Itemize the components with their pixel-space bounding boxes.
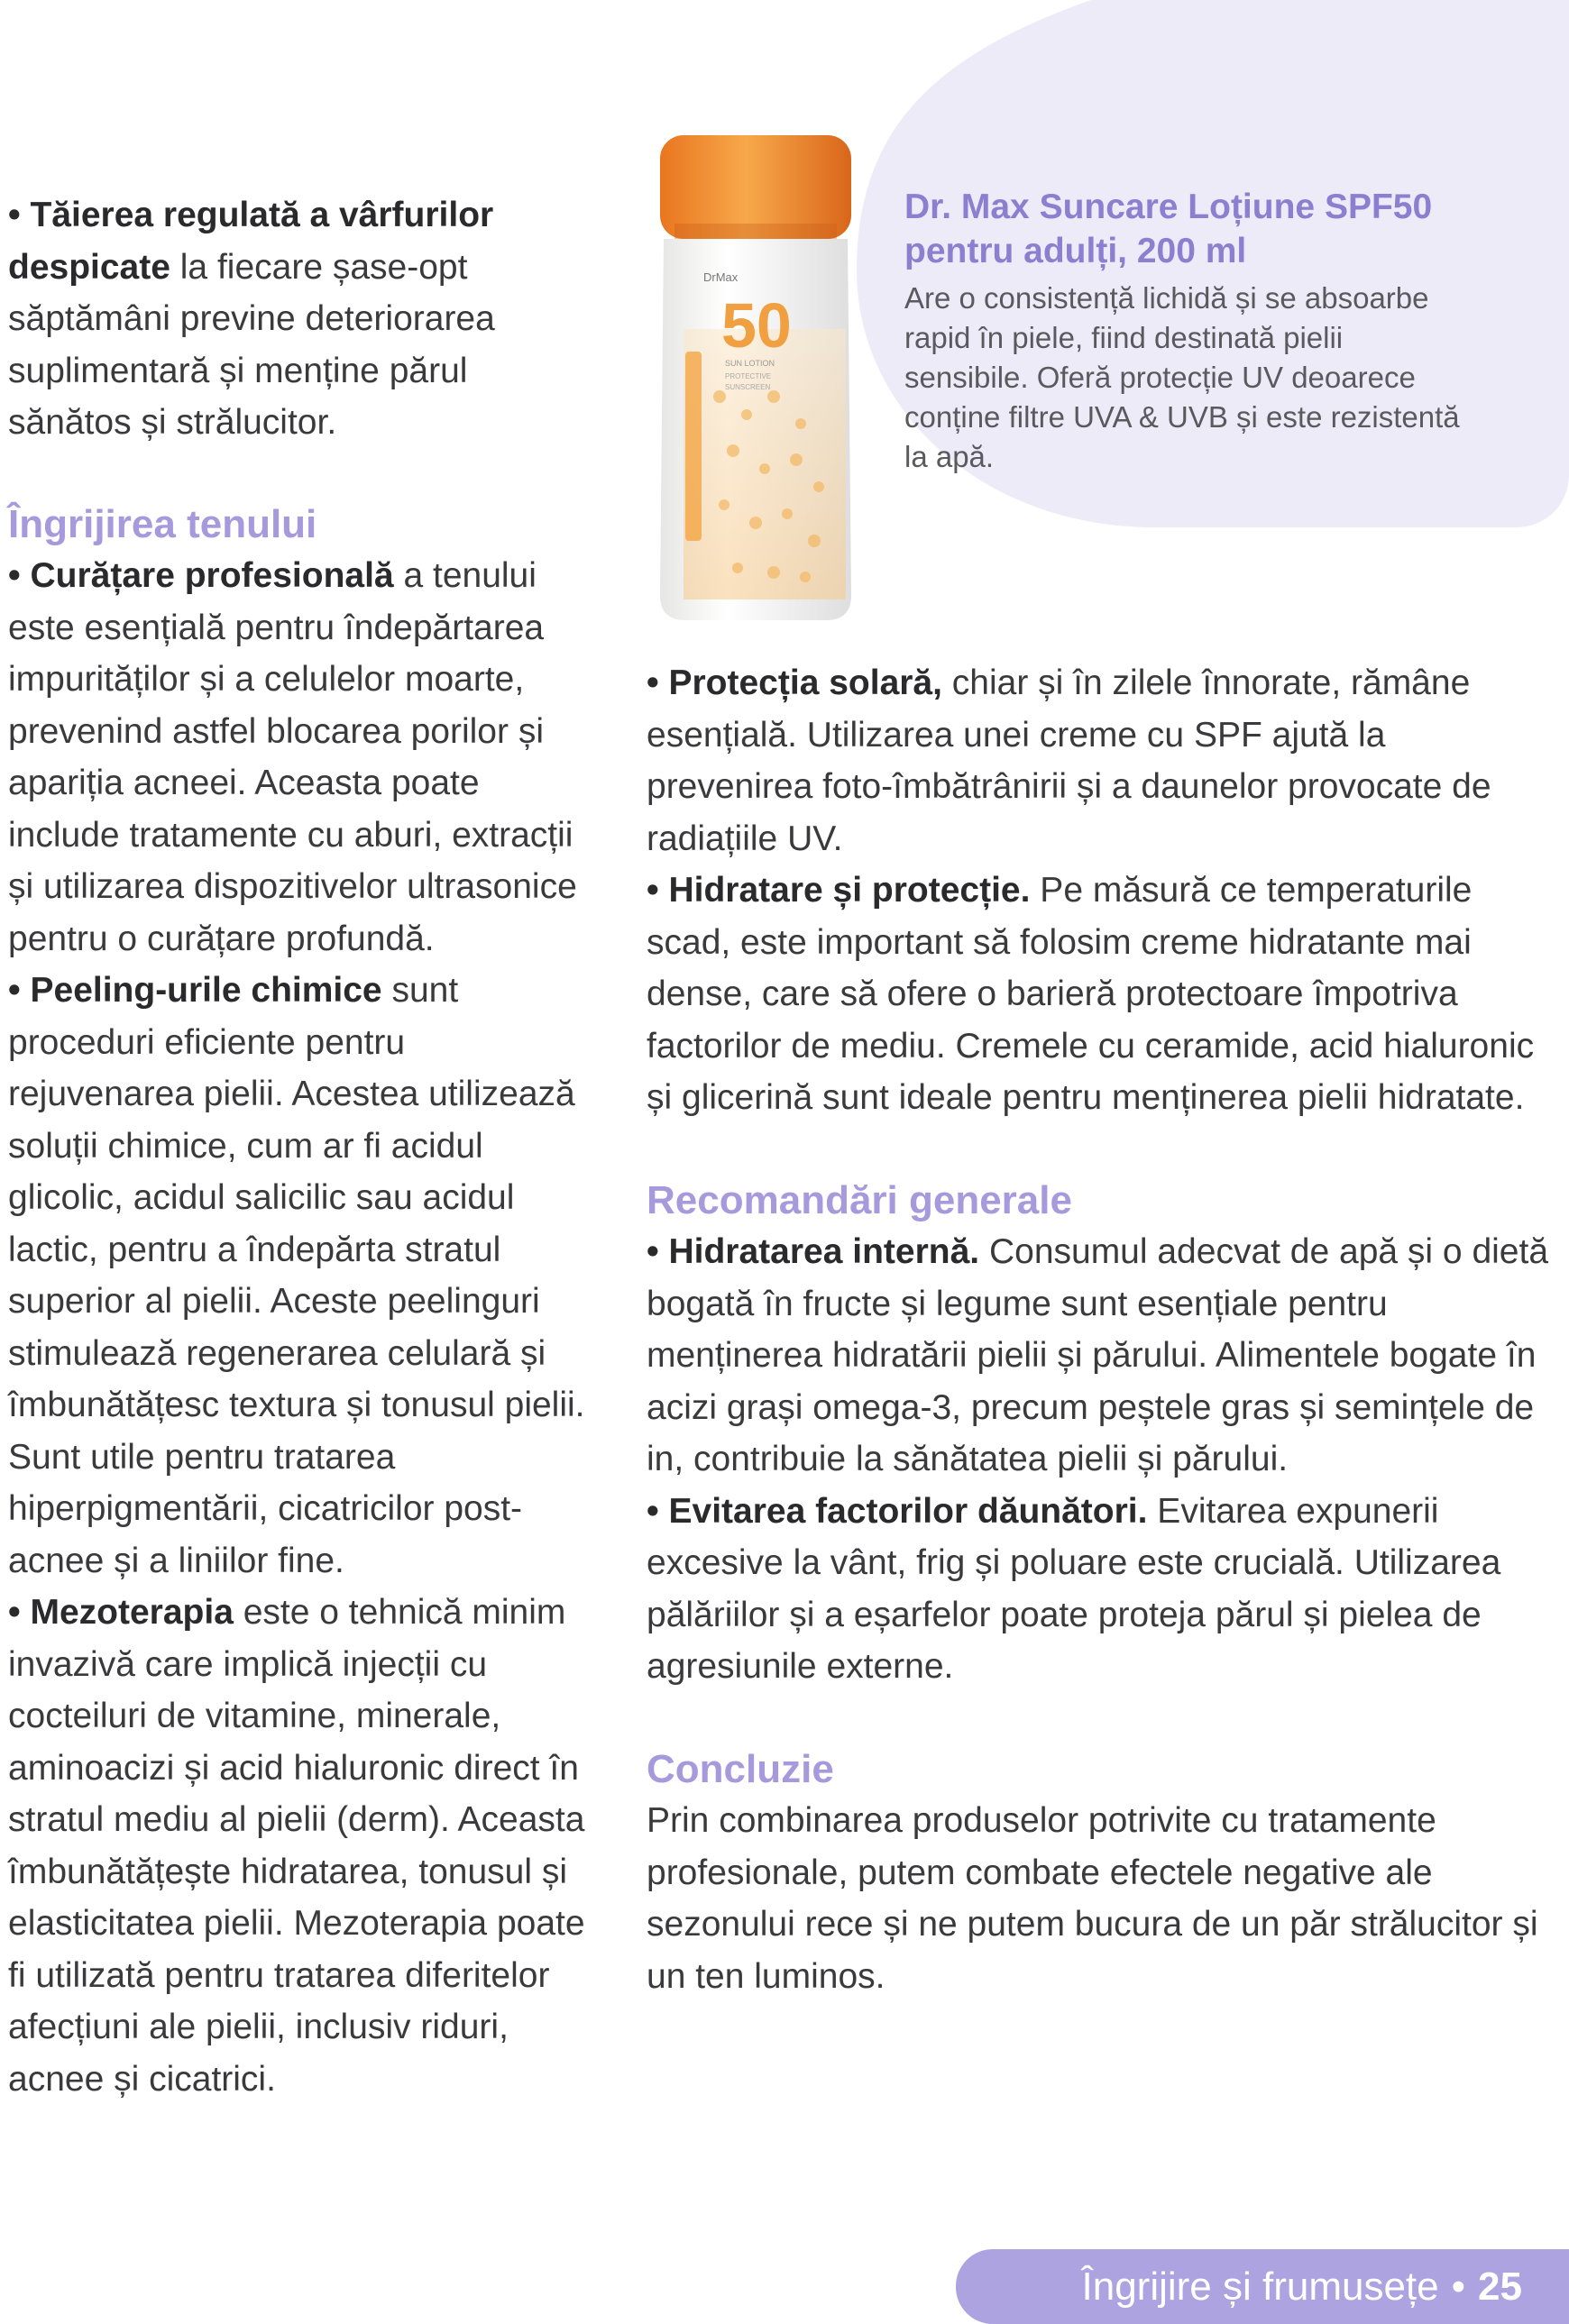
left-column bbox=[8, 189, 599, 2105]
mesotherapy-paragraph: • Mezoterapia este o tehnică minim invazivă care implică injecții cu cocteiluri de vitamine, minerale, aminoacizi și acid hialuronic direct în stratul mediu al pielii (derm). Aceasta îmbunătățește hidratarea, tonusul și elasticitatea pielii. Mezoterapia poate fi utilizată pentru tratarea diferitelor afecțiuni ale pielii, inclusiv riduri, acnee și cicatrici. bbox=[8, 1593, 585, 2099]
bottle-small-label-2: PROTECTIVE bbox=[725, 372, 772, 380]
section-heading-general-recommendations: Recomandări generale bbox=[647, 1177, 1072, 1222]
chemical-peels-paragraph: • Peeling-urile chimice sunt proceduri eficiente pentru rejuvenarea pielii. Acestea utilizează soluții chimice, cum ar fi acidul glicolic, acidul salicilic sau acidul lactic, pentru a îndepărta stratul superior al pielii. Aceste peelinguri stimulează regenerarea celulară și îmbunătățesc textura și tonusul pielii. Sunt utile pentru tratarea hiperpigmentării, cicatricilor post-acnee și a liniilor fine. bbox=[8, 971, 585, 1580]
bottle-small-label-1: SUN LOTION bbox=[725, 359, 775, 368]
page-footer bbox=[956, 2249, 1569, 2324]
right-column bbox=[647, 657, 1557, 2002]
section-heading-conclusion: Concluzie bbox=[647, 1746, 834, 1791]
bottle-small-label-3: SUNSCREEN bbox=[725, 383, 771, 391]
section-heading-skin-care: Îngrijirea tenului bbox=[8, 501, 317, 546]
sun-protection-paragraph: • Protecția solară, chiar și în zilele înnorate, rămâne esențială. Utilizarea unei creme cu SPF ajută la prevenirea foto-îmbătrânirii și a daunelor provocate de radiațiile UV. bbox=[647, 663, 1491, 858]
product-title: Dr. Max Suncare Loțiune SPF50 pentru adulți, 200 ml bbox=[904, 188, 1433, 270]
product-card bbox=[904, 185, 1463, 477]
footer-separator: • bbox=[1451, 2264, 1466, 2309]
sunscreen-bottle-image bbox=[647, 126, 864, 631]
footer-section-title: Îngrijire și frumusețe bbox=[1081, 2264, 1439, 2309]
avoid-harmful-factors-paragraph: • Evitarea factorilor dăunători. Evitarea expunerii excesive la vânt, frig și poluare este crucială. Utilizarea pălăriilor și a eșarfelor poate proteja părul și pielea de agresiunile externe. bbox=[647, 1491, 1501, 1686]
product-description: Are o consistență lichidă și se absoarbe rapid în piele, fiind destinată pielii sensibile. Oferă protecție UV deoarece conține filtre UVA & UVB și este rezistentă la apă. bbox=[904, 281, 1460, 473]
bottle-spf-label: 50 bbox=[721, 290, 792, 361]
bottle-brand-label: DrMax bbox=[703, 270, 739, 284]
hydration-protection-paragraph: • Hidratare și protecție. Pe măsură ce temperaturile scad, este important să folosim creme hidratante mai dense, care să ofere o barieră protectoare împotriva factorilor de mediu. Cremele cu ceramide, acid hialuronic și glicerină sunt ideale pentru menținerea pielii hidratate. bbox=[647, 871, 1535, 1117]
hair-tip-paragraph: • Tăierea regulată a vârfurilor despicate la fiecare șase-opt săptămâni previne deteriorarea suplimentară și menține părul sănătos și strălucitor. bbox=[8, 196, 495, 442]
conclusion-paragraph: Prin combinarea produselor potrivite cu tratamente profesionale, putem combate efectele negative ale sezonului rece și ne putem bucura de un păr strălucitor și un ten luminos. bbox=[647, 1801, 1538, 1996]
page-number: 25 bbox=[1478, 2264, 1522, 2309]
professional-cleansing-paragraph: • Curățare profesională a tenului este esențială pentru îndepărtarea impurităților și a celulelor moarte, prevenind astfel blocarea porilor și apariția acneei. Aceasta poate include tratamente cu aburi, extracții și utilizarea dispozitivelor ultrasonice pentru o curățare profundă. bbox=[8, 556, 577, 958]
internal-hydration-paragraph: • Hidratarea internă. Consumul adecvat de apă și o dietă bogată în fructe și legume sunt esențiale pentru menținerea hidratării pielii și părului. Alimentele bogate în acizi grași omega-3, precum peștele gras și semințele de in, contribuie la sănătatea pielii și părului. bbox=[647, 1232, 1549, 1478]
